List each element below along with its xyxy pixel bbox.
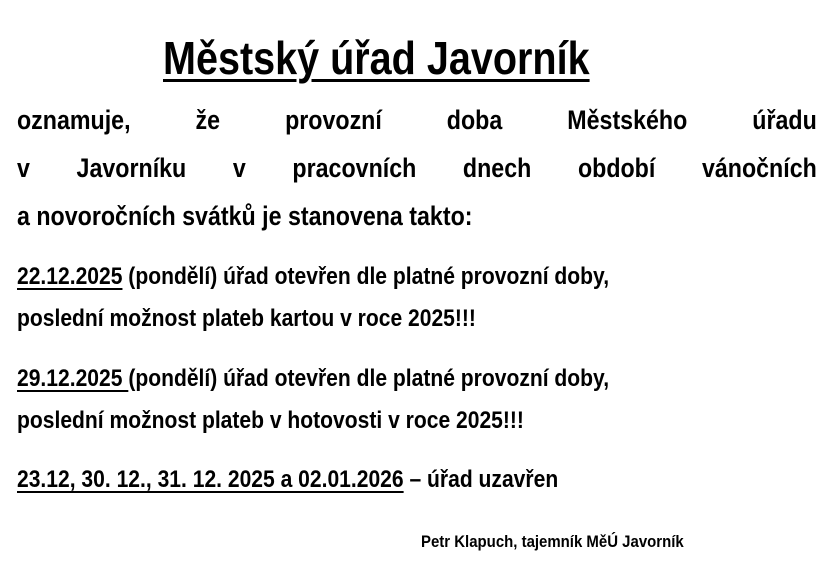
intro-line-2: v Javorníku v pracovních dnech období vánočních xyxy=(17,153,817,183)
intro-line-3: a novoročních svátků je stanovena takto: xyxy=(17,201,473,231)
page-title: Městský úřad Javorník xyxy=(163,32,590,84)
signature: Petr Klapuch, tajemník MěÚ Javorník xyxy=(421,532,684,551)
schedule-item-2-date: 29.12.2025 xyxy=(17,365,129,392)
closed-dates-line xyxy=(17,465,558,495)
closed-text: – úřad uzavřen xyxy=(403,466,559,493)
schedule-item-1-date: 22.12.2025 xyxy=(17,263,123,290)
schedule-item-1-line-1 xyxy=(17,262,609,292)
schedule-item-2-line-2: poslední možnost plateb v hotovosti v roce 2025!!! xyxy=(17,407,524,434)
schedule-item-1-line-2: poslední možnost plateb kartou v roce 2025!!! xyxy=(17,305,476,332)
schedule-item-2-text: (pondělí) úřad otevřen dle platné provozní doby, xyxy=(128,365,610,392)
schedule-item-2-line-1 xyxy=(17,364,609,394)
closed-dates: 23.12, 30. 12., 31. 12. 2025 a 02.01.2026 xyxy=(17,466,404,493)
intro-line-1: oznamuje, že provozní doba Městského úřadu xyxy=(17,105,817,135)
schedule-item-1-text: (pondělí) úřad otevřen dle platné provozní doby, xyxy=(122,263,610,290)
